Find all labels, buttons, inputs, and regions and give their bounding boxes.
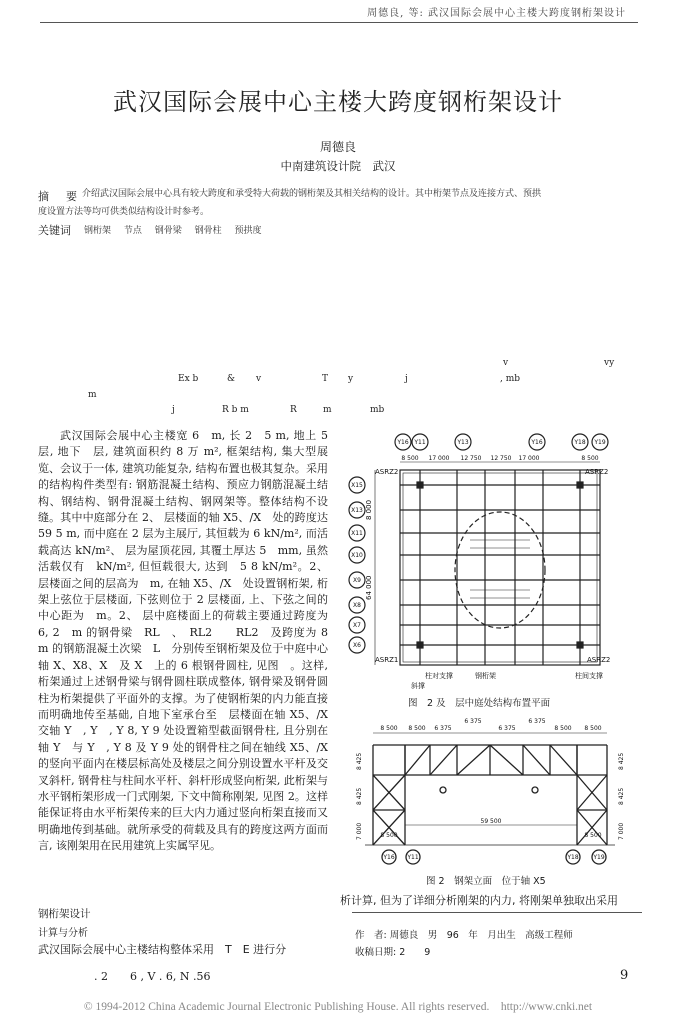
section-text: 武汉国际会展中心主楼结构整体采用 T E 进行分: [38, 943, 287, 956]
member-label: ASRZ2: [587, 656, 611, 664]
running-header: 周德良, 等: 武汉国际会展中心主楼大跨度钢桁架设计: [367, 8, 626, 19]
axis-label: X13: [351, 507, 363, 514]
dim-label: 8 500: [401, 455, 419, 462]
dim-label: 8 500: [380, 725, 398, 732]
english-fragment: m: [88, 390, 97, 400]
side-dim: 8 000: [365, 499, 373, 520]
english-fragment: v: [256, 374, 262, 384]
callout: 斜撑: [411, 682, 425, 690]
body-left-column: [38, 428, 339, 855]
figure-1: [345, 430, 645, 690]
callout: 钢桁架: [475, 672, 496, 680]
side-dim: 8 425: [356, 787, 363, 805]
frame-elevation-drawing: [345, 715, 645, 865]
english-fragment: j: [172, 405, 175, 415]
affiliation: 中南建筑设计院 武汉: [280, 159, 396, 173]
english-fragment: T: [322, 374, 329, 384]
english-fragment: y: [348, 374, 354, 384]
axis-label: X10: [351, 552, 363, 559]
axis-label: Y16: [531, 439, 543, 446]
section-title: 钢桁架设计: [38, 908, 91, 920]
side-dim: 7 000: [356, 822, 363, 840]
abstract-label: 摘 要: [38, 190, 80, 203]
axis-label: X7: [353, 622, 361, 629]
axis-label: X9: [353, 577, 361, 584]
member-label: ASRZ2: [585, 468, 609, 476]
paper-title: 武汉国际会展中心主楼大跨度钢桁架设计: [113, 88, 563, 116]
axis-label: Y16: [397, 439, 409, 446]
abstract-text: 介绍武汉国际会展中心具有较大跨度和承受特大荷载的钢桁架及其相关结构的设计。其中桁架节点及连接方式、预拱: [82, 189, 542, 199]
floor-plan-drawing: [345, 430, 645, 690]
english-fragment: &: [227, 374, 236, 384]
dim-label: 6 375: [434, 725, 452, 732]
page-number: 9: [620, 968, 629, 983]
axis-label: Y18: [574, 439, 586, 446]
dim-label: 8 500: [408, 725, 426, 732]
dim-label: 6 375: [498, 725, 516, 732]
dim-label: 8 500: [584, 832, 602, 839]
axis-label: X11: [351, 530, 363, 537]
axis-label: X8: [353, 602, 361, 609]
callout: 柱间支撑: [575, 672, 603, 680]
callout: 柱对支撑: [425, 672, 453, 680]
english-fragment: v: [503, 358, 509, 368]
author: 周德良: [319, 140, 356, 154]
figure-1-caption: 图 2 及 层中庭处结构布置平面: [408, 698, 551, 709]
english-fragment: vy: [604, 358, 615, 368]
page-footer-left: . 2 6 , V . 6, N .56: [94, 970, 211, 983]
header-rule: [40, 22, 638, 23]
member-label: ASRZ2: [375, 468, 399, 476]
axis-label: Y13: [457, 439, 469, 446]
english-fragment: R b m: [222, 405, 249, 415]
side-dim: 64 000: [365, 575, 373, 600]
dim-label: 6 375: [528, 718, 546, 725]
figure-2: [345, 715, 645, 865]
dim-label: 6 375: [464, 718, 482, 725]
dim-label: 8 500: [581, 455, 599, 462]
figure-2-caption: 图 2 钢架立面 位于轴 X5: [426, 876, 546, 887]
side-dim: 7 000: [618, 822, 625, 840]
received-date: 收稿日期: 2 9: [355, 947, 431, 958]
right-column-text: 析计算, 但为了详细分析刚架的内力, 将刚架单独取出采用: [340, 894, 618, 907]
side-dim: 8 425: [356, 752, 363, 770]
dim-label: 17 000: [518, 455, 540, 462]
english-fragment: R: [290, 405, 297, 415]
axis-label: Y11: [407, 854, 419, 861]
keywords-text: 钢桁架 节点 钢骨梁 钢骨柱 预拱度: [84, 226, 262, 236]
dim-label: 12 750: [460, 455, 482, 462]
body-paragraph: 武汉国际会展中心主楼宽 6 m, 长 2 5 m, 地上 5 层, 地下 层, 建筑面积约 8 万 m², 框架结构, 集大型展览、会议于一体, 建筑功能复杂, 结构布置也极其复杂。采用的结构构件类型有: 钢筋混凝土结构、预应力钢筋混凝土结构、钢结构、钢骨混凝土结构、钢网架等。整体结构不设缝。其中中庭部分在 2、 层楼面的轴 X5、/X 处的跨度达 59 5 m, 而中庭在 2 层为主展厅, 其恒载为 6 kN/m², 而活载高达 kN/m²、 层为屋顶花园, 其覆土厚达 5 mm, 虽然活载仅有 kN/m², 但恒载很大, 达到 5 8 kN/m²。2、 层楼面之间的层高为 m, 在轴 X5、/X 处设置钢桁架, 桁架上弦位于层楼面, 下弦则位于 2 层楼面, 上、下弦之间的中心距为 m。2、 层中庭楼面上的荷载主要通过跨度为 6, 2 m 的钢骨梁 RL 、 RL2 RL2 及跨度为 8 m 的钢筋混凝土次梁 L 分别传至钢桁架及位于中庭中心轴 X、X8、X 及 X 上的 6 根钢骨圆柱, 见图 。这样, 桁架通过上述钢骨梁与钢骨圆柱联成整体, 钢骨梁及钢骨圆柱为桁架提供了平面外的支撑。为了使钢桁架的内力能直接而明确地传至基础, 自地下室承台至 层楼面在轴 X5、/X 交轴 Y , Y , Y 8, Y 9 处设置箱型截面钢骨柱, 且分别在轴 Y 与 Y , Y 8 及 Y 9 处的钢骨柱之间在轴线 X5、/X 的竖向平面内在楼层标高处及楼层之间分别设置水平杆及交叉斜杆, 钢骨柱与柱间水平杆、斜杆形成竖向桁架, 此桁架与水平钢桁架形成一门式刚架, 下文中简称刚架, 见图 2。这样能保证将由水平桁架传来的巨大内力通过竖向桁架直接而又明确地传到基础。就所承受的荷载及具有的跨度这两方面而言, 该刚架用在民用建筑上实属罕见。: [38, 429, 339, 853]
axis-label: X15: [351, 482, 363, 489]
english-fragment: Ex b: [178, 374, 199, 384]
span-label: 59 500: [480, 818, 502, 825]
abstract-text-cont: 度设置方法等均可供类似结构设计时参考。: [38, 207, 210, 217]
english-fragment: m: [323, 405, 332, 415]
axis-label: Y19: [593, 854, 605, 861]
dim-label: 17 000: [428, 455, 450, 462]
axis-label: X6: [353, 642, 361, 649]
dim-label: 12 750: [490, 455, 512, 462]
member-label: ASRZ1: [375, 656, 399, 664]
english-fragment: mb: [370, 405, 385, 415]
footnote-rule: [352, 912, 642, 913]
dim-label: 8 500: [554, 725, 572, 732]
author-footnote: 作 者: 周德良 男 96 年 月出生 高级工程师: [355, 930, 573, 941]
copyright-notice: © 1994-2012 China Academic Journal Electronic Publishing House. All rights reserved. http://www.cnki.net: [83, 1001, 593, 1013]
english-fragment: j: [405, 374, 408, 384]
keywords-label: 关键词: [38, 224, 71, 237]
axis-label: Y18: [567, 854, 579, 861]
subsection-title: 计算与分析: [38, 928, 88, 939]
axis-label: Y11: [414, 439, 426, 446]
side-dim: 8 425: [618, 787, 625, 805]
dim-label: 8 500: [380, 832, 398, 839]
side-dim: 8 425: [618, 752, 625, 770]
dim-label: 8 500: [584, 725, 602, 732]
axis-label: Y19: [594, 439, 606, 446]
english-fragment: , mb: [500, 374, 521, 384]
axis-label: Y16: [383, 854, 395, 861]
